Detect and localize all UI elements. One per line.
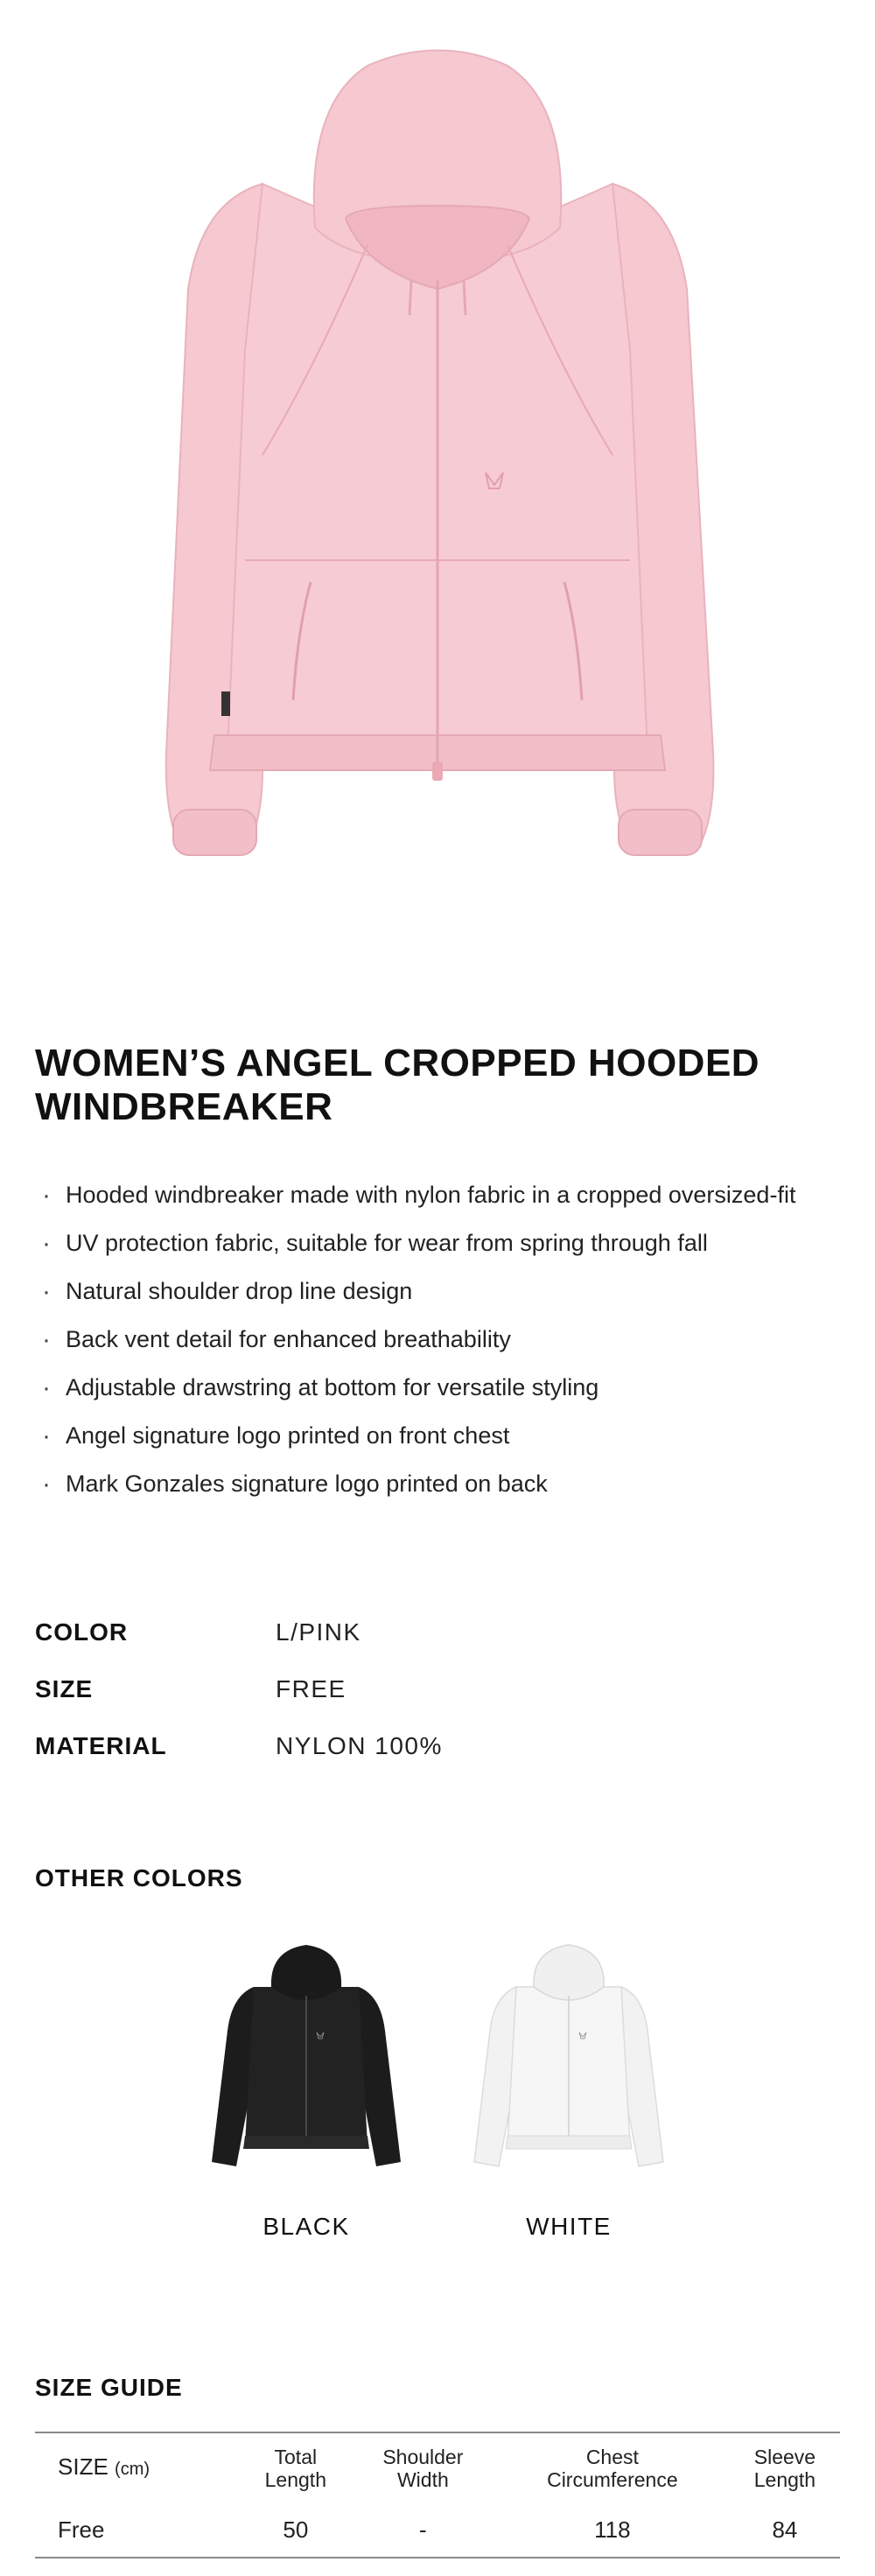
spec-label: COLOR xyxy=(35,1618,129,1646)
feature-list xyxy=(35,1171,795,1508)
white-windbreaker-thumbnail xyxy=(446,1934,691,2197)
measurement-cell: - xyxy=(351,2502,495,2558)
measurement-cell: 118 xyxy=(495,2502,730,2558)
spec-row-size xyxy=(35,1660,443,1717)
feature-item: · Angel signature logo printed on front chest xyxy=(35,1412,795,1460)
color-option-white[interactable] xyxy=(446,1934,691,2258)
color-option-label: BLACK xyxy=(262,2213,350,2240)
size-cell: Free xyxy=(35,2502,241,2558)
size-header-label: SIZE xyxy=(58,2453,108,2480)
pink-windbreaker-illustration xyxy=(0,0,875,963)
size-unit-label: (cm) xyxy=(115,2460,150,2479)
feature-item: · Natural shoulder drop line design xyxy=(35,1267,795,1316)
size-guide-title: SIZE GUIDE xyxy=(35,2374,183,2401)
product-image xyxy=(0,0,875,963)
spec-table xyxy=(35,1604,443,1774)
spec-label: MATERIAL xyxy=(35,1731,167,1759)
feature-item: · Hooded windbreaker made with nylon fabric in a cropped oversized-fit xyxy=(35,1171,795,1219)
measurement-cell: 50 xyxy=(241,2502,351,2558)
spec-row-color xyxy=(35,1604,443,1660)
spec-row-material xyxy=(35,1717,443,1774)
black-windbreaker-thumbnail xyxy=(184,1934,429,2197)
feature-item: · Mark Gonzales signature logo printed on back xyxy=(35,1460,795,1508)
table-row xyxy=(35,2502,840,2558)
spec-label: SIZE xyxy=(35,1674,94,1702)
measurement-cell: 84 xyxy=(730,2502,840,2558)
shoulder-width-header: Shoulder Width xyxy=(351,2432,495,2502)
size-table-header-row xyxy=(35,2432,840,2502)
spec-value: FREE xyxy=(276,1674,346,1702)
feature-item: · UV protection fabric, suitable for wear from spring through fall xyxy=(35,1219,795,1267)
sleeve-length-header: Sleeve Length xyxy=(730,2432,840,2502)
feature-item: · Back vent detail for enhanced breathability xyxy=(35,1316,795,1364)
size-guide-table xyxy=(35,2432,840,2558)
chest-circumference-header: Chest Circumference xyxy=(495,2432,730,2502)
size-column-header xyxy=(35,2432,241,2502)
feature-item: · Adjustable drawstring at bottom for versatile styling xyxy=(35,1364,795,1412)
color-option-label: WHITE xyxy=(526,2213,612,2240)
spec-value: L/PINK xyxy=(276,1618,361,1646)
product-title: WOMEN’S ANGEL CROPPED HOODED WINDBREAKER xyxy=(35,1042,760,1128)
spec-value: NYLON 100% xyxy=(276,1731,443,1759)
total-length-header: Total Length xyxy=(241,2432,351,2502)
other-colors-title: OTHER COLORS xyxy=(35,1864,243,1892)
color-option-black[interactable] xyxy=(184,1934,429,2258)
